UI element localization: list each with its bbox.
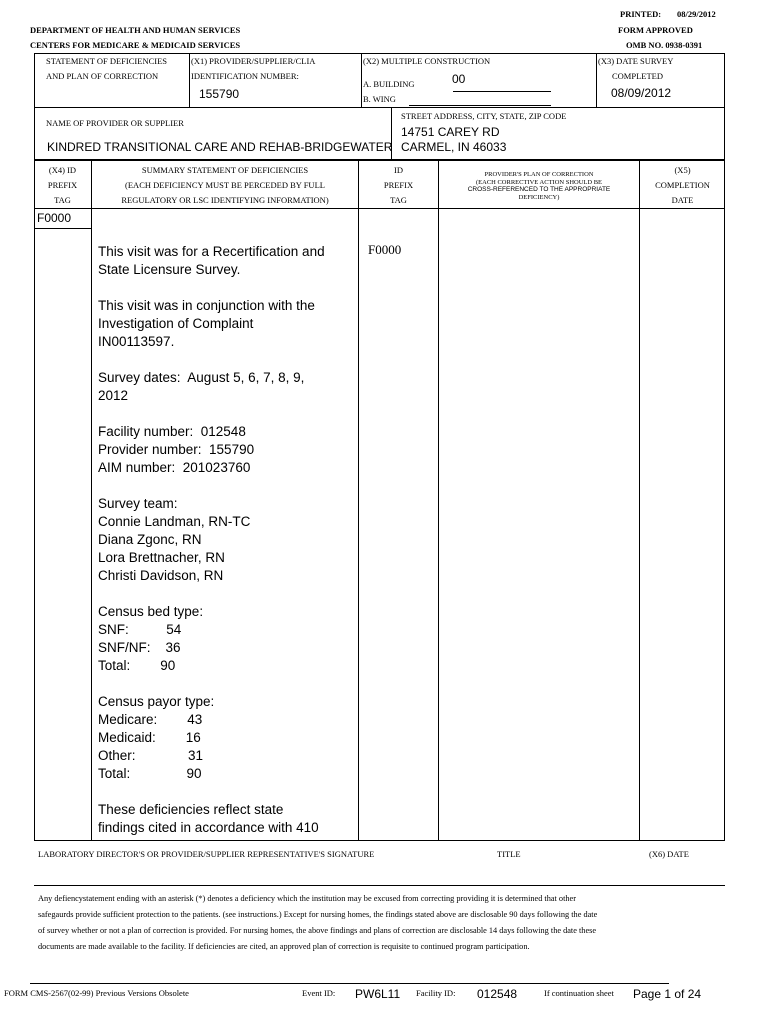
x3-label-1: (X3) DATE SURVEY [598,56,674,66]
summary-header-1: SUMMARY STATEMENT OF DEFICIENCIES [141,165,309,175]
title-label: TITLE [497,849,521,859]
summary-line: Total: 90 [98,766,202,781]
wing-label: B. WING [363,94,396,104]
form-identifier: FORM CMS-2567(02-99) Previous Versions Obsolete [4,988,189,998]
summary-line [98,279,325,297]
facility-id-value: 012548 [477,987,518,1001]
x5-header-3: DATE [671,195,694,205]
street-address: 14751 CAREY RD [401,125,500,139]
summary-line [98,405,325,423]
summary-line [98,351,325,369]
summary-line: This visit was for a Recertification and [98,244,325,259]
form-approved: FORM APPROVED [618,25,693,35]
summary-line: Investigation of Complaint [98,316,254,331]
summary-header-2: (EACH DEFICIENCY MUST BE PERCEDED BY FULL [125,180,325,190]
summary-line: Other: 31 [98,748,204,763]
summary-line: Census bed type: [98,604,204,619]
summary-line: Survey dates: August 5, 6, 7, 8, 9, [98,370,305,385]
summary-line: Christi Davidson, RN [98,568,224,583]
summary-line [98,675,325,693]
x5-header-2: COMPLETION [655,180,710,190]
summary-line [98,477,325,495]
provider-id-number: 155790 [199,87,240,101]
summary-line: Total: 90 [98,658,176,673]
summary-line: Survey team: [98,496,178,511]
summary-line: 2012 [98,388,129,403]
summary-line: Census payor type: [98,694,215,709]
prefix-tag: F0000 [37,211,72,225]
id-header-1: ID [394,165,403,175]
summary-line: State Licensure Survey. [98,262,241,277]
id-header-2: PREFIX [383,180,414,190]
x3-label-2: COMPLETED [612,71,663,81]
summary-line: This visit was in conjunction with the [98,298,315,313]
summary-line: SNF/NF: 36 [98,640,181,655]
plan-header-4: DEFICIENCY) [518,194,560,201]
omb-number: OMB NO. 0938-0391 [626,40,703,50]
city-state-zip: CARMEL, IN 46033 [401,140,507,154]
printed-label: PRINTED: [620,9,662,19]
plan-header-3: CROSS-REFERENCED TO THE APPROPRIATE [467,186,611,193]
plan-header-2: (EACH CORRECTIVE ACTION SHOULD BE [475,179,603,186]
summary-line: AIM number: 201023760 [98,460,251,475]
department-title: DEPARTMENT OF HEALTH AND HUMAN SERVICES [30,25,241,35]
x4-header-1: (X4) ID [48,165,77,175]
summary-line: Lora Brettnacher, RN [98,550,225,565]
construction-value: 00 [452,72,466,86]
building-label: A. BUILDING [363,79,415,89]
x5-header-1: (X5) [674,165,691,175]
summary-line: findings cited in accordance with 410 [98,820,319,835]
event-id-label: Event ID: [302,988,336,998]
id-prefix-tag: F0000 [368,242,402,257]
provider-name: KINDRED TRANSITIONAL CARE AND REHAB-BRIDGEWATER [47,140,393,154]
disclosure-notice: Any defiencystatement ending with an asterisk (*) denotes a deficiency which the institution may be excused from correcting providing it is determined that other safegaurds provide sufficient protection to the patients. (see instructions.) Except for nursing homes, the findings stated above are disclosable 90 days following the date of survey whether or not a plan of correction is provided. For nursing homes, the above findings and plans of correction are disclosable 14 days following the date these documents are made available to the facility. If deficiencies are cited, an approved plan of correction is requisite to continued program participation. [38,894,598,951]
survey-completed-date: 08/09/2012 [611,86,672,100]
summary-line: Provider number: 155790 [98,442,255,457]
date-label: (X6) DATE [649,849,689,859]
centers-title: CENTERS FOR MEDICARE & MEDICAID SERVICES [30,40,241,50]
continuation-label: If continuation sheet [544,988,614,998]
signature-label: LABORATORY DIRECTOR'S OR PROVIDER/SUPPLIER REPRESENTATIVE'S SIGNATURE [38,849,375,859]
printed-date: 08/29/2012 [677,9,716,19]
statement-label-2: AND PLAN OF CORRECTION [46,71,159,81]
provider-name-label: NAME OF PROVIDER OR SUPPLIER [46,118,184,128]
deficiency-summary-text [98,243,325,837]
x4-header-3: TAG [54,195,71,205]
statement-label-1: STATEMENT OF DEFICIENCIES [46,56,168,66]
summary-line: Facility number: 012548 [98,424,246,439]
plan-header-1: PROVIDER'S PLAN OF CORRECTION [484,171,594,178]
summary-line: SNF: 54 [98,622,182,637]
summary-line: These deficiencies reflect state [98,802,284,817]
x4-header-2: PREFIX [47,180,78,190]
page-number: Page 1 of 24 [633,987,702,1001]
x1-label-2: IDENTIFICATION NUMBER: [191,71,299,81]
summary-line [98,585,325,603]
summary-line: Diana Zgonc, RN [98,532,202,547]
x1-label-1: (X1) PROVIDER/SUPPLIER/CLIA [191,56,316,66]
address-label: STREET ADDRESS, CITY, STATE, ZIP CODE [401,111,567,121]
summary-line: IN00113597. [98,334,175,349]
summary-line: Medicaid: 16 [98,730,201,745]
summary-line: Connie Landman, RN-TC [98,514,251,529]
event-id-value: PW6L11 [355,987,401,1001]
summary-line: Medicare: 43 [98,712,203,727]
facility-id-label: Facility ID: [416,988,456,998]
x2-label: (X2) MULTIPLE CONSTRUCTION [363,56,491,66]
summary-header-3: REGULATORY OR LSC IDENTIFYING INFORMATION) [121,195,329,205]
id-header-3: TAG [390,195,407,205]
summary-line [98,783,325,801]
